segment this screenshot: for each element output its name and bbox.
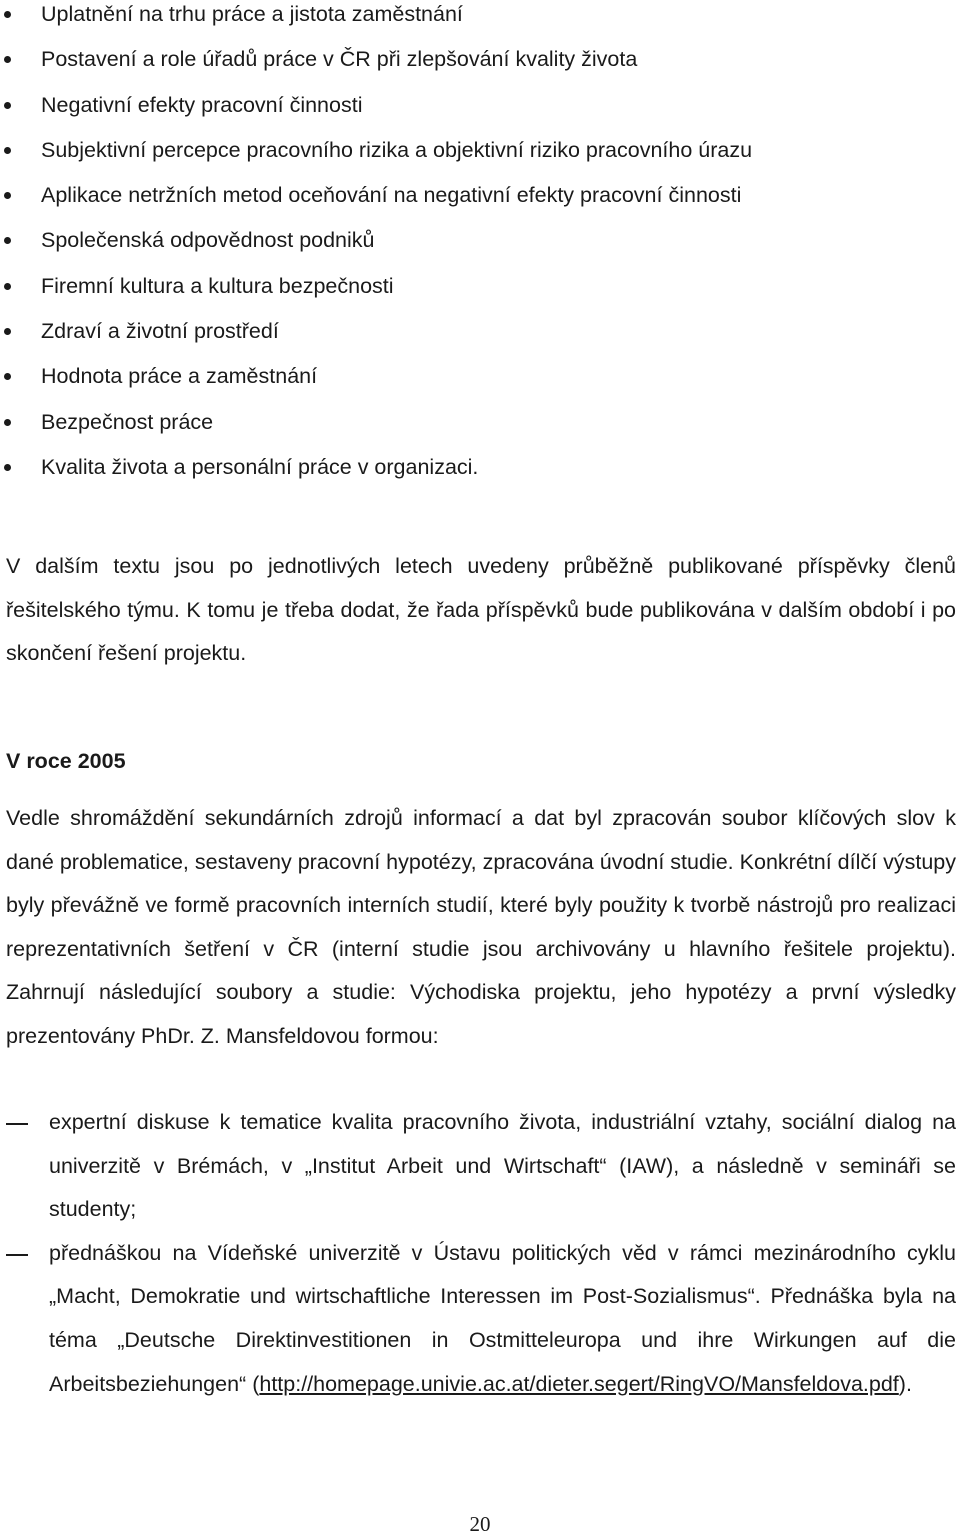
output-dash-list: [0, 1101, 956, 1406]
dash-item-text: expertní diskuse k tematice kvalita pracovního života, industriální vztahy, sociální dialog na univerzitě v Brémách, v „Institut Arbeit und Wirtschaft“ (IAW), a následně v semináři se studenty;: [49, 1110, 956, 1222]
page-number: 20: [469, 1512, 491, 1536]
bullet-item-text: Postavení a role úřadů práce v ČR při zlepšování kvality života: [41, 47, 638, 72]
bullet-item: [0, 181, 960, 226]
topic-bullet-list: [0, 0, 960, 498]
dash-icon: [6, 1123, 28, 1125]
bullet-dot-icon: [4, 11, 11, 18]
bullet-item-text: Aplikace netržních metod oceňování na negativní efekty pracovní činnosti: [41, 183, 742, 208]
bullet-item: [0, 0, 960, 45]
bullet-dot-icon: [4, 237, 11, 244]
bullet-dot-icon: [4, 102, 11, 109]
bullet-item-text: Bezpečnost práce: [41, 409, 214, 434]
bullet-item: [0, 91, 960, 136]
bullet-item: [0, 408, 960, 453]
bullet-item: [0, 317, 960, 362]
bullet-dot-icon: [4, 464, 11, 471]
section-heading: V roce 2005: [6, 749, 126, 773]
dash-icon: [6, 1254, 28, 1256]
bullet-dot-icon: [4, 192, 11, 199]
bullet-dot-icon: [4, 328, 11, 335]
bullet-item-text: Hodnota práce a zaměstnání: [41, 364, 318, 389]
intro-paragraph: V dalším textu jsou po jednotlivých letech uvedeny průběžně publikované příspěvky členů řešitelského týmu. K tomu je třeba dodat, že řada příspěvků bude publikována v dalším období i po skončení řešení projektu.: [6, 554, 956, 665]
dash-item-text-end: ).: [898, 1371, 912, 1396]
bullet-item: [0, 272, 960, 317]
bullet-dot-icon: [4, 147, 11, 154]
dash-item-text: přednáškou na Vídeňské univerzitě v Ústavu politických věd v rámci mezinárodního cyklu „Macht, Demokratie und wirtschaftliche Interessen im Post-Sozialismus“. Přednáška byla na téma „Deutsche Direktinvestitionen in Ostmitteleuropa und ihre Wirkungen auf die Arbeitsbeziehungen“ (: [49, 1240, 956, 1396]
bullet-dot-icon: [4, 419, 11, 426]
bullet-item-text: Společenská odpovědnost podniků: [41, 228, 375, 253]
bullet-item: [0, 45, 960, 90]
bullet-item-text: Negativní efekty pracovní činnosti: [41, 92, 363, 117]
bullet-item: [0, 362, 960, 407]
bullet-dot-icon: [4, 373, 11, 380]
bullet-item: [0, 226, 960, 271]
dash-item: [0, 1232, 956, 1406]
bullet-item-text: Kvalita života a personální práce v organizaci.: [41, 454, 479, 479]
bullet-item-text: Uplatnění na trhu práce a jistota zaměstnání: [41, 2, 463, 26]
dash-item: [0, 1101, 956, 1232]
bullet-item-text: Subjektivní percepce pracovního rizika a objektivní riziko pracovního úrazu: [41, 137, 753, 162]
bullet-item-text: Firemní kultura a kultura bezpečnosti: [41, 273, 394, 298]
bullet-dot-icon: [4, 56, 11, 63]
lecture-pdf-link[interactable]: http://homepage.univie.ac.at/dieter.segert/RingVO/Mansfeldova.pdf: [259, 1371, 899, 1396]
section-paragraph: Vedle shromáždění sekundárních zdrojů informací a dat byl zpracován soubor klíčových slov k dané problematice, sestaveny pracovní hypotézy, zpracována úvodní studie. Konkrétní dílčí výstupy byly převážně ve formě pracovních interních studií, které byly použity k tvorbě nástrojů pro realizaci reprezentativních šetření v ČR (interní studie jsou archivovány u hlavního řešitele projektu). Zahrnují následující soubory a studie: Východiska projektu, jeho hypotézy a první výsledky prezentovány PhDr. Z. Mansfeldovou formou:: [6, 806, 956, 1048]
bullet-dot-icon: [4, 283, 11, 290]
bullet-item: [0, 453, 960, 498]
bullet-item-text: Zdraví a životní prostředí: [41, 319, 279, 344]
bullet-item: [0, 136, 960, 181]
